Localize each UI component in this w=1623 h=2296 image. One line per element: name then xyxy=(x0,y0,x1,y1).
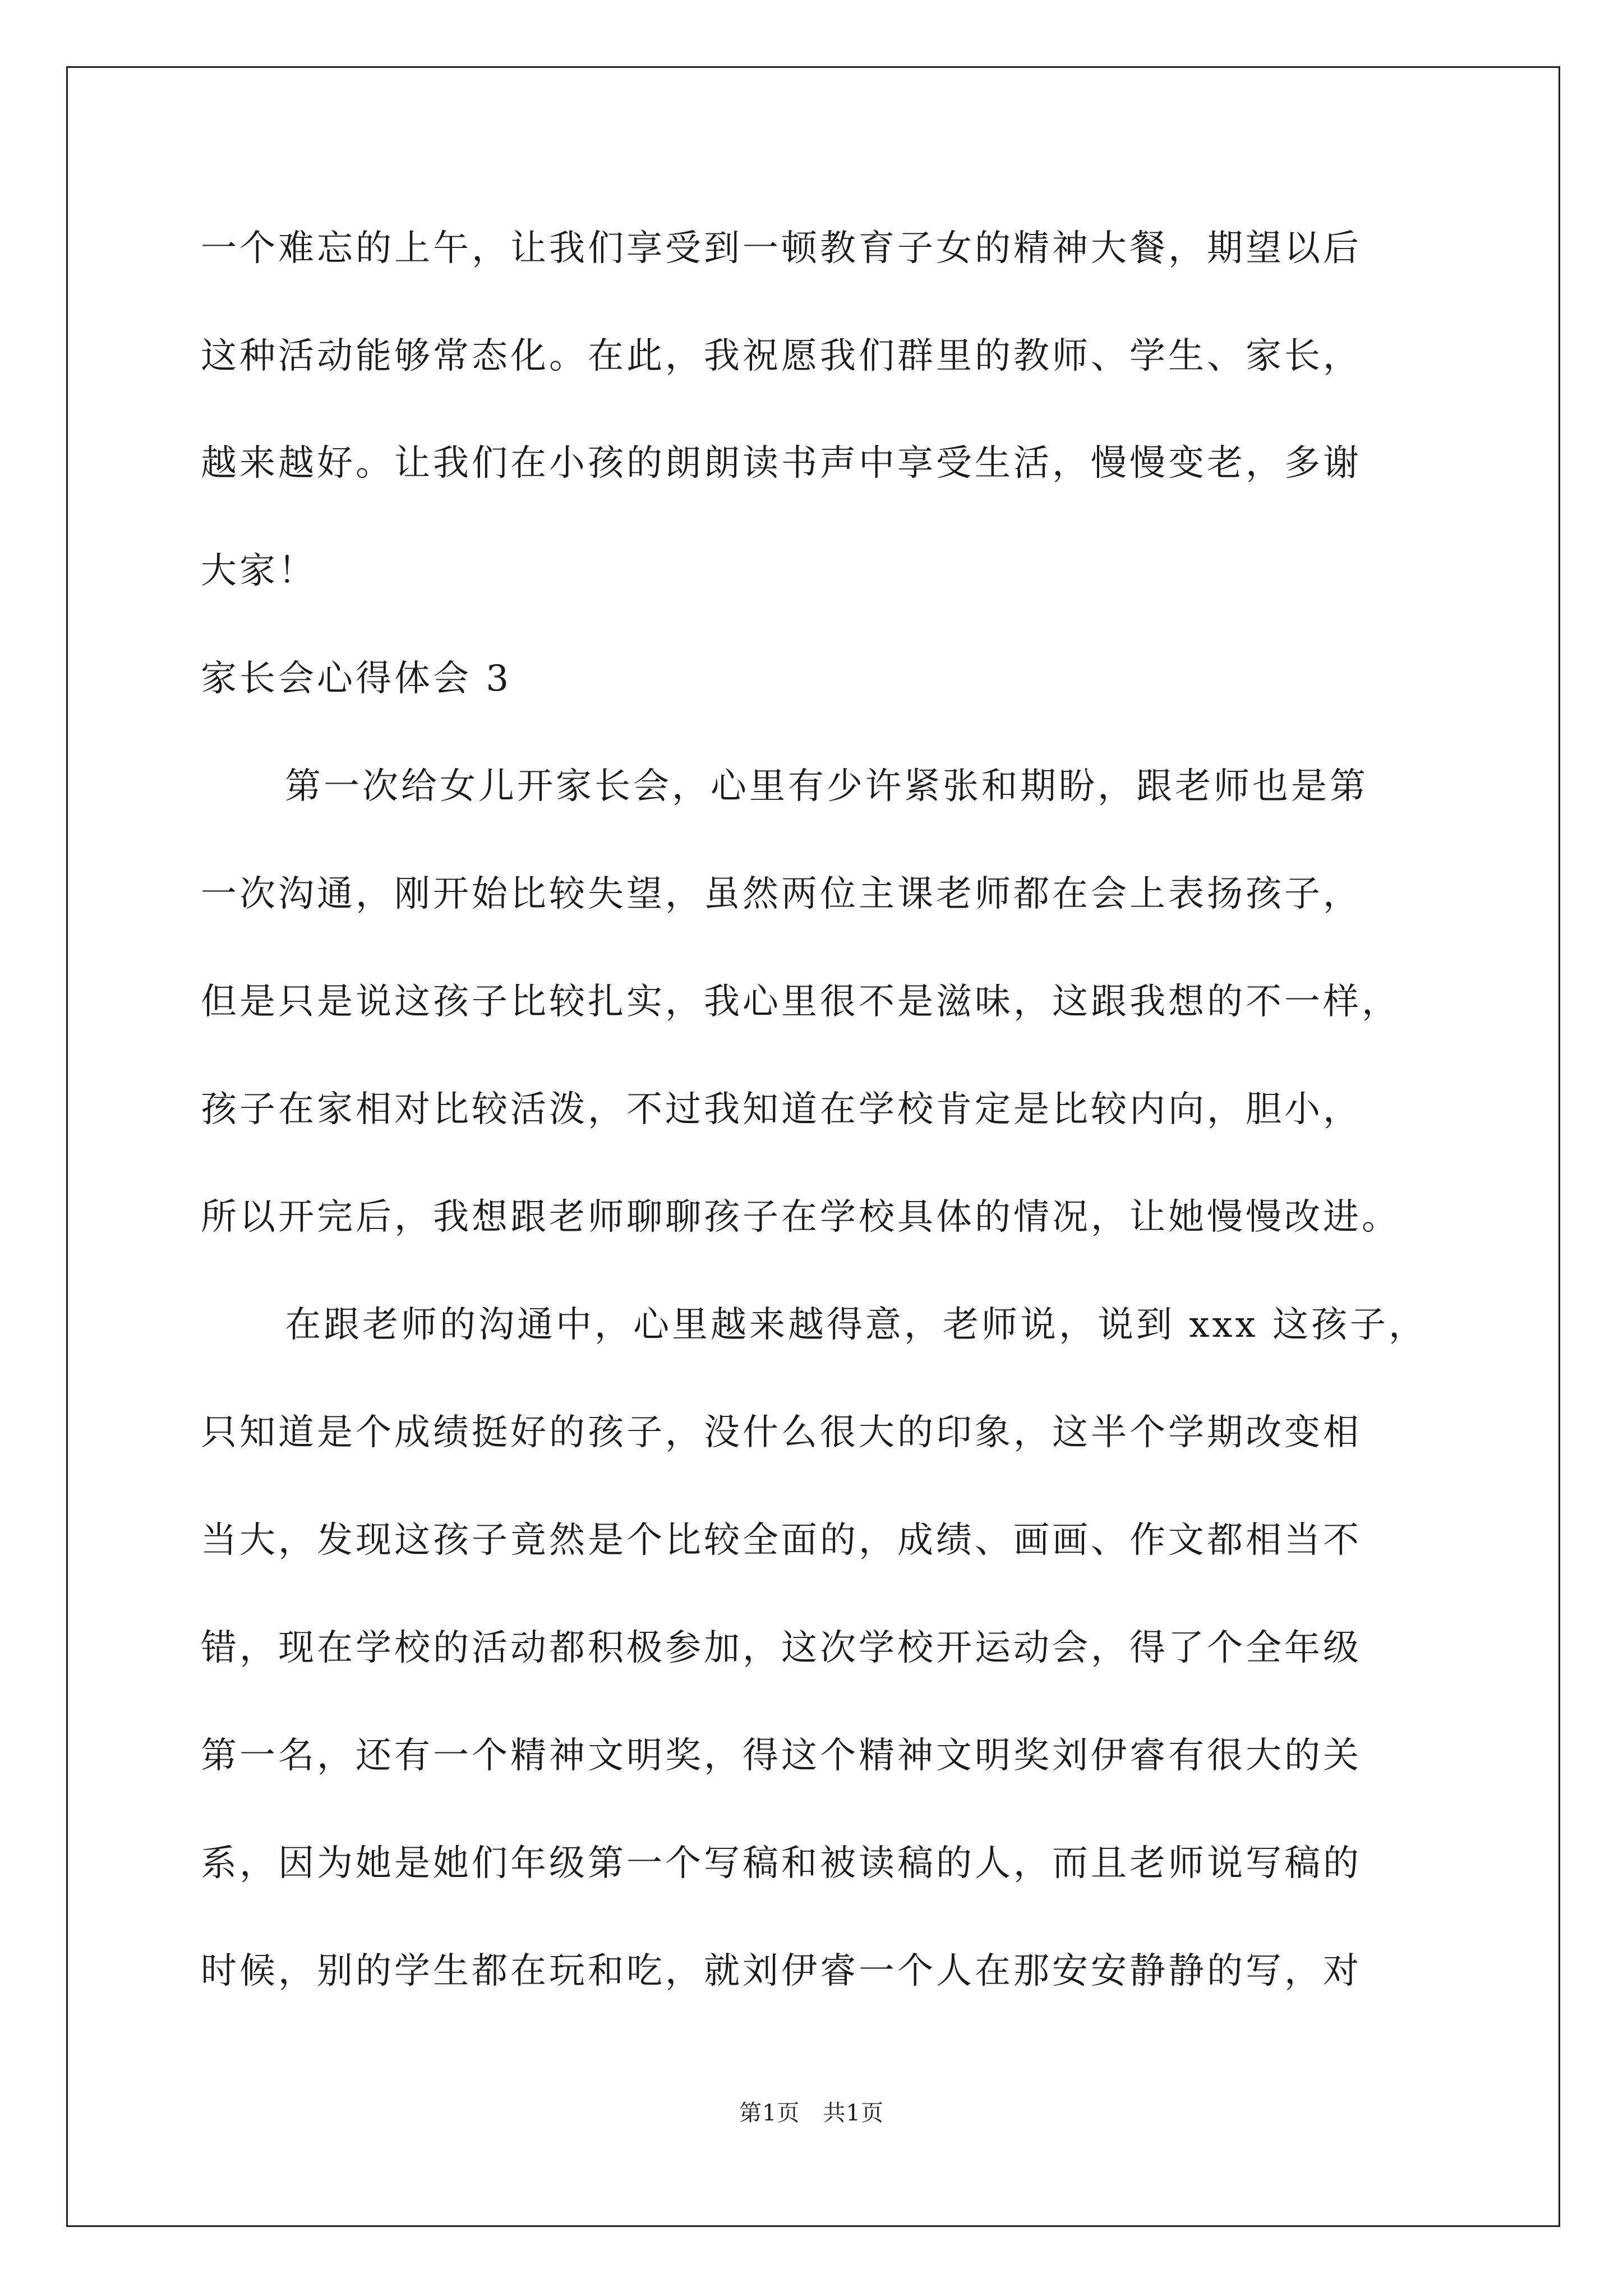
body-text-line: 越来越好。让我们在小孩的朗朗读书声中享受生活，慢慢变老，多谢 xyxy=(201,443,1362,484)
body-text-line: 系，因为她是她们年级第一个写稿和被读稿的人，而且老师说写稿的 xyxy=(201,1843,1362,1884)
page-border xyxy=(66,66,1560,2227)
body-text-line: 错，现在学校的活动都积极参加，这次学校开运动会，得了个全年级 xyxy=(201,1627,1362,1669)
body-text-line: 第一次给女儿开家长会，心里有少许紧张和期盼，跟老师也是第 xyxy=(285,766,1368,807)
body-text-line: 大家！ xyxy=(201,550,317,592)
body-text-line: 一个难忘的上午，让我们享受到一顿教育子女的精神大餐，期望以后 xyxy=(201,228,1362,269)
body-text-line: 只知道是个成绩挺好的孩子，没什么很大的印象，这半个学期改变相 xyxy=(201,1412,1362,1453)
body-text-line: 但是只是说这孩子比较扎实，我心里很不是滋味，这跟我想的不一样， xyxy=(201,981,1400,1023)
body-text-line: 时候，别的学生都在玩和吃，就刘伊睿一个人在那安安静静的写，对 xyxy=(201,1950,1362,1992)
page-footer: 第1页 共1页 xyxy=(739,2100,884,2126)
body-text-line: 一次沟通，刚开始比较失望，虽然两位主课老师都在会上表扬孩子， xyxy=(201,873,1362,915)
section-heading: 家长会心得体会 3 xyxy=(201,658,512,700)
body-text-line: 这种活动能够常态化。在此，我祝愿我们群里的教师、学生、家长， xyxy=(201,335,1362,377)
body-text-line: 当大，发现这孩子竟然是个比较全面的，成绩、画画、作文都相当不 xyxy=(201,1520,1362,1561)
body-text-line: 第一名，还有一个精神文明奖，得这个精神文明奖刘伊睿有很大的关 xyxy=(201,1735,1362,1777)
body-text-line: 所以开完后，我想跟老师聊聊孩子在学校具体的情况，让她慢慢改进。 xyxy=(201,1197,1400,1238)
body-text-line: 在跟老师的沟通中，心里越来越得意，老师说，说到 xxx 这孩子， xyxy=(285,1304,1427,1346)
body-text-line: 孩子在家相对比较活泼，不过我知道在学校肯定是比较内向，胆小， xyxy=(201,1089,1362,1130)
